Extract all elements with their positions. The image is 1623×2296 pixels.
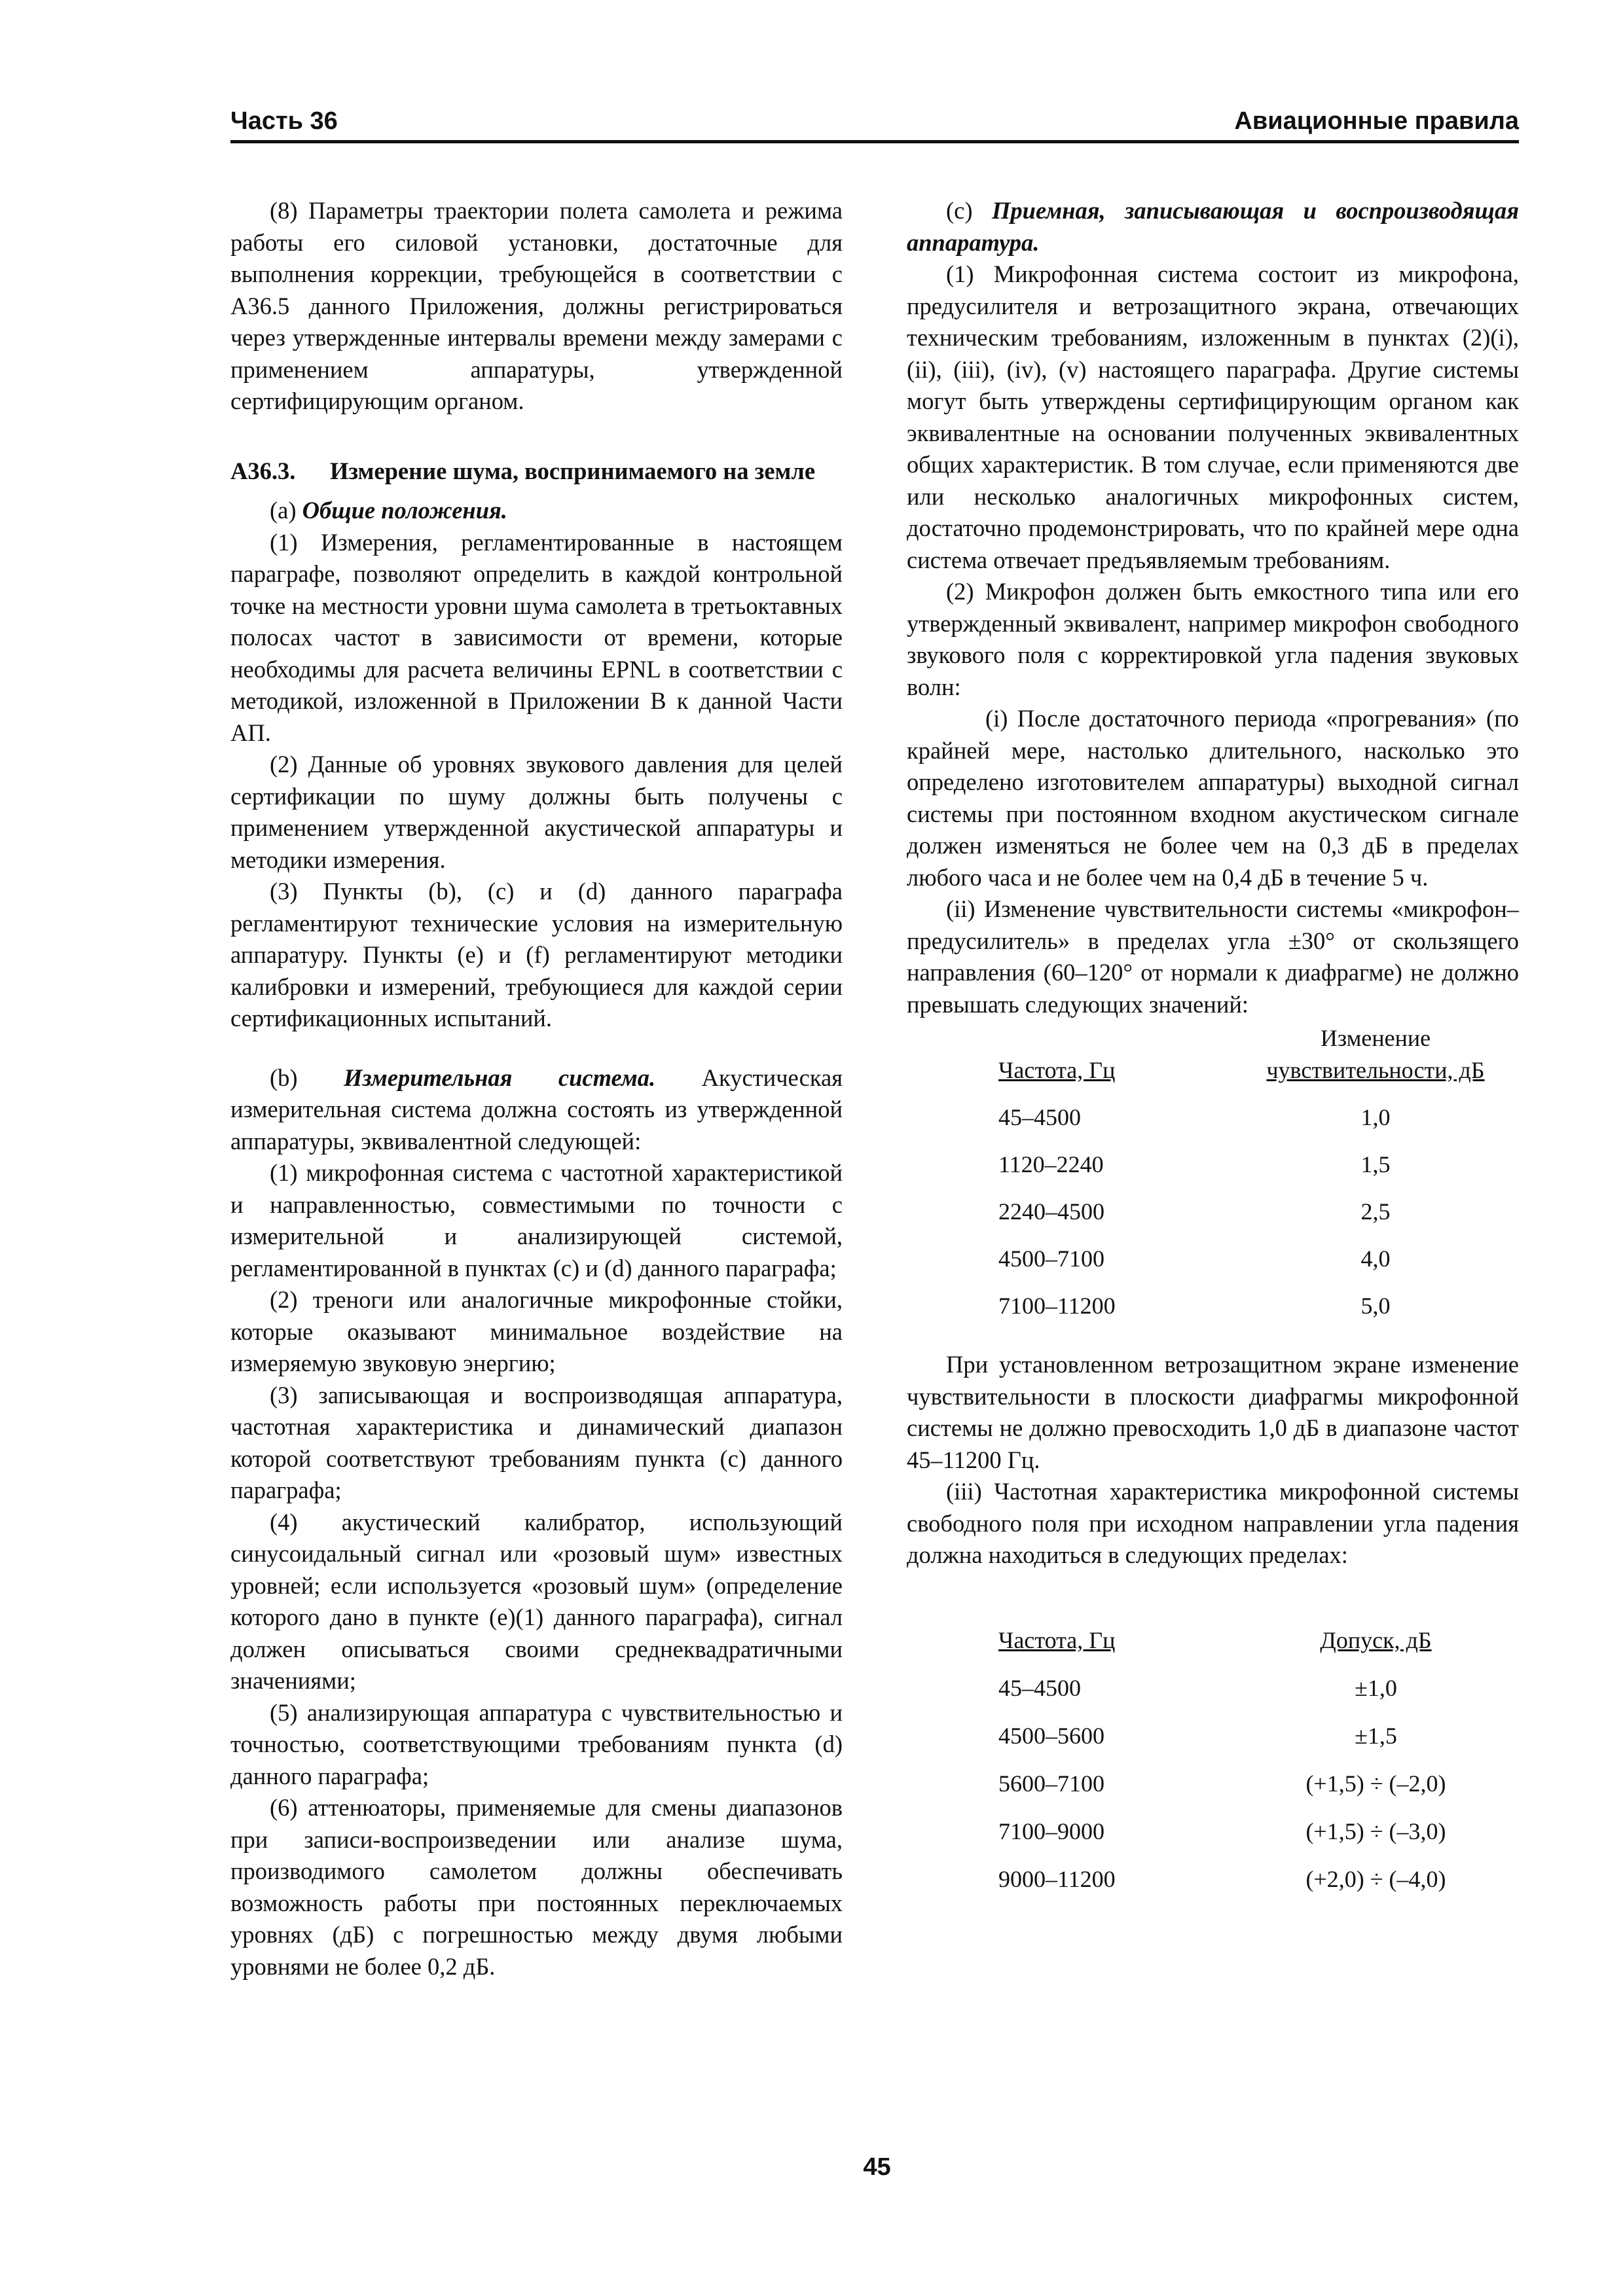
sensitivity-change-header-line1: Изменение [1320, 1025, 1431, 1051]
table-row [998, 1180, 1519, 1227]
left-column [230, 195, 843, 1982]
page-number: 45 [863, 2153, 891, 2181]
table-cell-value: 1,5 [1360, 1151, 1391, 1177]
tolerance-freq-header: Частота, Гц [998, 1627, 1116, 1653]
subsection-b-text: Акустическая измерительная система должна состоять из утвержденной аппаратуры, эквивалентной следующей: [230, 1064, 843, 1155]
tolerance-table [998, 1617, 1519, 1895]
subsection-a-title: Общие положения. [302, 497, 507, 524]
sensitivity-change-header [1232, 1020, 1519, 1086]
paragraph-b4: (4) акустический калибратор, использующий синусоидальный сигнал или «розовый шум» известных уровней; если используется «розовый шум» (определение которого дано в пункте (e)(1) данного параграфа), сигнал должен описываться своими среднеквадратичными значениями; [230, 1508, 843, 1694]
table-cell-freq: 7100–11200 [998, 1292, 1116, 1319]
right-column [907, 195, 1519, 1895]
subsection-b-intro [230, 1062, 843, 1158]
table-cell-freq: 4500–7100 [998, 1245, 1104, 1272]
table-row [998, 1848, 1519, 1895]
table-row [998, 1657, 1519, 1704]
paragraph-a2: (2) Данные об уровнях звукового давления для целей сертификации по шуму должны быть получены с применением утвержденной акустической аппаратуры и методики измерения. [230, 751, 843, 873]
section-number: А36.3. [230, 457, 296, 484]
subsection-c-heading [907, 195, 1519, 259]
table-cell-value: 1,0 [1360, 1103, 1391, 1130]
subsection-a-heading [230, 495, 843, 527]
paragraph-windscreen: При установленном ветрозащитном экране изменение чувствительности в плоскости диафрагмы микрофонной системы не должно превосходить 1,0 дБ в диапазоне частот 45–11200 Гц. [907, 1351, 1519, 1473]
tolerance-table-header [998, 1617, 1519, 1657]
table-row [998, 1086, 1519, 1133]
table-row [998, 1704, 1519, 1752]
section-title: Измерение шума, воспринимаемого на земле [330, 457, 816, 484]
table-cell-value: (+1,5) ÷ (–2,0) [1305, 1770, 1446, 1797]
paragraph-c2-iii: (iii) Частотная характеристика микрофонной системы свободного поля при исходном направлении угла падения должна находиться в следующих пределах: [907, 1478, 1519, 1568]
table-cell-value: 5,0 [1360, 1292, 1391, 1319]
paragraph-b5: (5) анализирующая аппаратура с чувствительностью и точностью, соответствующими требованиям пункта (d) данного параграфа; [230, 1698, 843, 1789]
subsection-a-prefix: (а) [270, 497, 297, 524]
table-cell-freq: 4500–5600 [998, 1723, 1104, 1749]
sensitivity-change-header-line2: чувствительности, дБ [1266, 1056, 1485, 1083]
subsection-b-title: Измерительная система. [344, 1064, 656, 1091]
table-cell-value: 2,5 [1360, 1198, 1391, 1225]
table-row [998, 1752, 1519, 1800]
subsection-b-prefix: (b) [270, 1064, 298, 1091]
sensitivity-table-header [998, 1020, 1519, 1086]
table-cell-freq: 9000–11200 [998, 1866, 1116, 1892]
subsection-c-title: Приемная, записывающая и воспроизводящая аппаратура. [907, 197, 1519, 256]
subsection-c-prefix: (c) [946, 197, 973, 224]
paragraph-c2-i: (i) После достаточного периода «прогревания» (по крайней мере, настолько длительного, насколько это определено изготовителем аппаратуры) выходной сигнал системы при постоянном входном акустическом сигнале должен изменяться не более чем на 0,3 дБ в пределах любого часа и не более чем на 0,4 дБ в течение 5 ч. [907, 705, 1519, 891]
table-row [998, 1274, 1519, 1321]
table-cell-value: (+2,0) ÷ (–4,0) [1305, 1866, 1446, 1892]
table-cell-freq: 1120–2240 [998, 1151, 1104, 1177]
running-header [230, 105, 1519, 144]
paragraph-b2: (2) треноги или аналогичные микрофонные стойки, которые оказывают минимальное воздействие на измеряемую звуковую энергию; [230, 1286, 843, 1376]
paragraph-b1: (1) микрофонная система с частотной характеристикой и направленностью, совместимыми по точности с измерительной и анализирующей системой, регламентированной в пунктах (c) и (d) данного параграфа; [230, 1159, 843, 1282]
paragraph-c2-ii: (ii) Изменение чувствительности системы «микрофон–предусилитель» в пределах угла ±30° от скользящего направления (60–120° от нормали к диафрагме) не должно превышать следующих значений: [907, 895, 1519, 1018]
tolerance-value-header: Допуск, дБ [1320, 1627, 1432, 1653]
paragraph-c1: (1) Микрофонная система состоит из микрофона, предусилителя и ветрозащитного экрана, отвечающих техническим требованиям, изложенным в пунктах (2)(i), (ii), (iii), (iv), (v) настоящего параграфа. Другие системы могут быть утверждены сертифицирующим органом как эквивалентные на основании полученных эквивалентных общих характеристик. В том случае, если применяются две или несколько аналогичных микрофонных систем, достаточно продемонстрировать, что по крайней мере одна система отвечает предъявляемым требованиям. [907, 260, 1519, 573]
table-cell-value: ±1,5 [1355, 1723, 1397, 1749]
paragraph-a3: (3) Пункты (b), (c) и (d) данного параграфа регламентируют технические условия на измерительную аппаратуру. Пункты (e) и (f) регламентируют методики калибровки и измерений, требующиеся для каждой серии сертификационных испытаний. [230, 878, 843, 1031]
sensitivity-freq-header: Частота, Гц [998, 1056, 1116, 1083]
paragraph-c2: (2) Микрофон должен быть емкостного типа или его утвержденный эквивалент, например микрофон свободного звукового поля с корректировкой угла падения звуковых волн: [907, 578, 1519, 700]
header-title: Авиационные правила [1234, 107, 1519, 135]
table-cell-freq: 45–4500 [998, 1103, 1081, 1130]
table-cell-value: ±1,0 [1355, 1675, 1397, 1701]
paragraph-8: (8) Параметры траектории полета самолета и режима работы его силовой установки, достаточные для выполнения коррекции, требующейся в соответствии с А36.5 данного Приложения, должны регистрироваться через утвержденные интервалы времени между замерами с применением аппаратуры, утвержденной сертифицирующим органом. [230, 197, 843, 414]
paragraph-b6: (6) аттенюаторы, применяемые для смены диапазонов при записи-воспроизведении или анализе шума, производимого самолетом должны обеспечивать возможность работы при постоянных переключаемых уровнях (дБ) с погрешностью между двумя любыми уровнями не более 0,2 дБ. [230, 1794, 843, 1980]
table-cell-value: (+1,5) ÷ (–3,0) [1305, 1818, 1446, 1844]
header-rule [230, 140, 1519, 143]
table-row [998, 1800, 1519, 1848]
table-cell-freq: 45–4500 [998, 1675, 1081, 1701]
sensitivity-table [998, 1020, 1519, 1321]
table-cell-freq: 5600–7100 [998, 1770, 1104, 1797]
paragraph-b3: (3) записывающая и воспроизводящая аппаратура, частотная характеристика и динамический диапазон которой соответствуют требованиям пункта (c) данного параграфа; [230, 1381, 843, 1503]
table-cell-freq: 7100–9000 [998, 1818, 1104, 1844]
table-row [998, 1227, 1519, 1274]
header-part-label: Часть 36 [230, 107, 338, 135]
table-cell-value: 4,0 [1360, 1245, 1391, 1272]
section-heading [230, 456, 843, 488]
paragraph-a1: (1) Измерения, регламентированные в настоящем параграфе, позволяют определить в каждой контрольной точке на местности уровни шума самолета в третьоктавных полосах частот в зависимости от времени, которые необходимы для расчета величины EPNL в соответствии с методикой, изложенной в Приложении В к данной Части АП. [230, 528, 843, 746]
table-row [998, 1133, 1519, 1180]
table-cell-freq: 2240–4500 [998, 1198, 1104, 1225]
